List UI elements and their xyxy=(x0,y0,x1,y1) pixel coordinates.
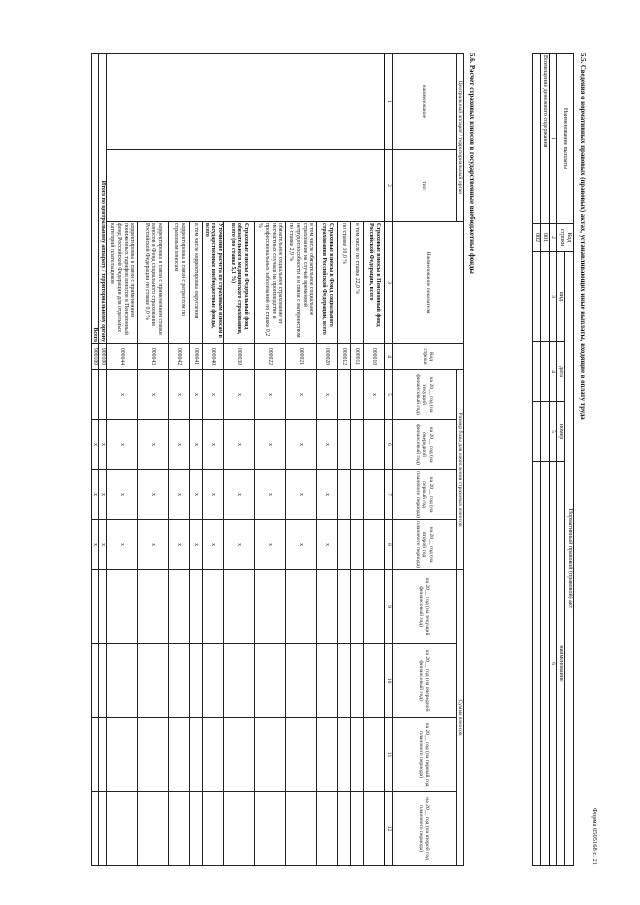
payment-name-cell[interactable] xyxy=(532,54,541,224)
sum-cell[interactable] xyxy=(107,792,138,866)
indicator-name-cell: корректировка в связи с применением пониженных тарифов взносов в Пенсионный фонд Российской Федерации для отдельных категорий плательщиков xyxy=(107,222,138,344)
base-cell[interactable]: x xyxy=(138,370,169,420)
indicator-name-cell: Страховые взносы в Федеральный фонд обязательного медицинского страхования, всего (по ставке 5,1 %) xyxy=(224,222,255,344)
payment-name-cell: Возмещение денежного содержания xyxy=(541,54,550,224)
x-mark: x xyxy=(91,520,99,570)
base-cell[interactable]: x xyxy=(203,420,224,470)
sum-cell[interactable] xyxy=(169,718,190,792)
col-number: 5 xyxy=(549,402,556,462)
base-cell[interactable] xyxy=(338,420,351,470)
sum-cell[interactable] xyxy=(190,570,203,644)
sum-cell[interactable] xyxy=(338,792,351,866)
table-cell[interactable] xyxy=(99,792,107,866)
header-act-date: дата xyxy=(557,342,566,402)
header-sum-plan1: на 20__ год (на первый год планового периода) xyxy=(392,718,456,792)
base-cell[interactable]: x xyxy=(190,420,203,470)
col-number: 1 xyxy=(549,54,556,224)
base-cell[interactable] xyxy=(351,370,364,420)
header-indicator: Наименование показателя xyxy=(392,222,463,344)
base-cell[interactable]: x xyxy=(169,370,190,420)
acts-table xyxy=(532,53,574,866)
table-cell[interactable] xyxy=(91,718,99,792)
indicator-name-cell: Страховые взносы в Фонд социального страхования Российской Федерации, всего xyxy=(317,222,338,344)
table-cell[interactable] xyxy=(91,370,99,420)
base-cell[interactable]: x xyxy=(255,370,286,420)
sum-cell[interactable] xyxy=(138,718,169,792)
sum-cell[interactable] xyxy=(255,644,286,718)
indicator-name-cell: обязательное социальное страхование от несчастных случаев на производстве и профессиональных заболеваний по ставке 0,2 % xyxy=(255,222,286,344)
org-type-cell[interactable] xyxy=(107,150,385,222)
header-year-plan1: на 20__ год (на первый год планового периода) xyxy=(392,470,456,520)
sum-cell[interactable] xyxy=(224,792,255,866)
table-cell[interactable] xyxy=(91,792,99,866)
header-org: Центральный аппарат / территориальный орган xyxy=(456,54,463,222)
base-cell[interactable]: x xyxy=(203,470,224,520)
contribution-rows xyxy=(107,54,385,866)
base-cell[interactable]: x xyxy=(364,370,385,420)
base-cell[interactable]: x xyxy=(169,420,190,470)
sum-cell[interactable] xyxy=(169,570,190,644)
col-number: 2 xyxy=(549,224,556,252)
sum-cell[interactable] xyxy=(351,792,364,866)
header-year-next: на 20__ год (на очередной финансовый год) xyxy=(392,420,456,470)
col-number: 1 xyxy=(385,54,392,150)
line-code-cell: 001 xyxy=(541,224,550,252)
line-code-cell: 002 xyxy=(532,224,541,252)
sum-cell[interactable] xyxy=(255,792,286,866)
col-number: 12 xyxy=(385,792,392,866)
table-cell[interactable] xyxy=(532,402,541,462)
base-cell[interactable]: x xyxy=(286,370,317,420)
header-sum-plan2: на 20__ год (на второй год планового периода) xyxy=(392,792,456,866)
section-5-5-title: 5.5. Сведения о нормативных правовых (правовых) актах, устанавливающих иные выплаты, входящие в оплату труда xyxy=(579,53,586,420)
indicator-name-cell: Страховые взносы в Пенсионный фонд Российской Федерации, всего xyxy=(364,222,385,344)
sum-cell[interactable] xyxy=(338,644,351,718)
col-number: 6 xyxy=(549,462,556,866)
line-code-cell: 000021 xyxy=(286,344,317,370)
table-cell[interactable] xyxy=(532,342,541,402)
base-cell[interactable]: x xyxy=(286,520,317,570)
base-cell[interactable]: x xyxy=(317,520,338,570)
col-number: 3 xyxy=(549,252,556,342)
line-code-cell: 000044 xyxy=(107,344,138,370)
header-payment-name: Наименование выплаты xyxy=(557,54,574,224)
table-cell[interactable] xyxy=(99,370,107,420)
header-base: Размер базы для начисления страховых взносов xyxy=(456,370,463,570)
base-cell[interactable]: x xyxy=(203,370,224,420)
sum-cell[interactable] xyxy=(138,792,169,866)
sum-cell[interactable] xyxy=(190,792,203,866)
base-cell[interactable]: x xyxy=(190,520,203,570)
col-number: 10 xyxy=(385,644,392,718)
base-cell[interactable]: x xyxy=(169,470,190,520)
sum-cell[interactable] xyxy=(203,570,224,644)
base-cell[interactable]: x xyxy=(255,420,286,470)
base-cell[interactable] xyxy=(338,520,351,570)
base-cell[interactable] xyxy=(351,470,364,520)
sum-cell[interactable] xyxy=(190,718,203,792)
x-mark: x xyxy=(91,420,99,470)
sum-cell[interactable] xyxy=(203,792,224,866)
table-cell[interactable] xyxy=(532,252,541,342)
sum-cell[interactable] xyxy=(169,644,190,718)
base-cell[interactable] xyxy=(338,470,351,520)
base-cell[interactable]: x xyxy=(190,470,203,520)
base-cell[interactable] xyxy=(338,370,351,420)
base-cell[interactable]: x xyxy=(255,520,286,570)
sum-cell[interactable] xyxy=(138,644,169,718)
line-code-cell: 000040 xyxy=(203,344,224,370)
base-cell[interactable]: x xyxy=(224,420,255,470)
line-code-cell: 000043 xyxy=(138,344,169,370)
sum-cell[interactable] xyxy=(338,570,351,644)
sum-cell[interactable] xyxy=(107,644,138,718)
sum-cell[interactable] xyxy=(255,718,286,792)
base-cell[interactable]: x xyxy=(107,470,138,520)
line-code-cell: 000010 xyxy=(364,344,385,370)
indicator-name-cell: Уточнение расчета по страховым взносам в государственные внебюджетные фонды, всего xyxy=(203,222,224,344)
header-line-code: Код строки xyxy=(392,344,463,370)
sum-cell[interactable] xyxy=(107,570,138,644)
header-act-title: наименование xyxy=(557,462,566,866)
x-mark: x xyxy=(99,520,107,570)
x-mark: x xyxy=(99,470,107,520)
indicator-name-cell: по ставке 10,0 % xyxy=(338,222,351,344)
base-cell[interactable]: x xyxy=(138,520,169,570)
sum-cell[interactable] xyxy=(364,644,385,718)
sum-cell[interactable] xyxy=(255,570,286,644)
base-cell[interactable]: x xyxy=(203,520,224,570)
col-number: 5 xyxy=(385,370,392,420)
base-cell[interactable]: x xyxy=(138,420,169,470)
table-cell[interactable] xyxy=(541,252,550,342)
sum-cell[interactable] xyxy=(203,718,224,792)
table-cell[interactable] xyxy=(532,462,541,866)
header-act-number: номер xyxy=(557,402,566,462)
line-code-cell: 900100 xyxy=(99,344,107,370)
table-cell[interactable] xyxy=(91,570,99,644)
header-sum-next: на 20__ год (на очередной финансовый год) xyxy=(392,644,456,718)
sum-cell[interactable] xyxy=(317,644,338,718)
x-mark: x xyxy=(91,470,99,520)
sum-cell[interactable] xyxy=(286,718,317,792)
sum-cell[interactable] xyxy=(351,570,364,644)
line-code-cell: 000011 xyxy=(351,344,364,370)
sum-cell[interactable] xyxy=(317,792,338,866)
total-central-label: Итого по центральному аппарату / территориальному органу xyxy=(99,54,107,344)
base-cell[interactable]: x xyxy=(224,470,255,520)
col-number: 4 xyxy=(385,344,392,370)
sum-cell[interactable] xyxy=(224,570,255,644)
base-cell[interactable] xyxy=(351,520,364,570)
insurance-contributions-table xyxy=(91,53,464,866)
sum-cell[interactable] xyxy=(138,570,169,644)
line-code-cell: 900100 xyxy=(91,344,99,370)
base-cell[interactable]: x xyxy=(107,370,138,420)
base-cell[interactable]: x xyxy=(317,370,338,420)
table-cell[interactable] xyxy=(91,644,99,718)
table-cell[interactable] xyxy=(541,462,550,866)
grand-total-label: Всего xyxy=(91,54,99,344)
table-cell[interactable] xyxy=(99,718,107,792)
section-5-6-title: 5.6. Расчет страховых взносов в государственные внебюджетные фонды xyxy=(468,53,475,274)
base-cell[interactable]: x xyxy=(286,420,317,470)
sum-cell[interactable] xyxy=(286,792,317,866)
header-year-current: на 20__ год (на текущий финансовый год) xyxy=(392,370,456,420)
header-legal-act: Нормативный правовой (правовой) акт xyxy=(565,252,574,866)
indicator-name-cell: в том числе корректировка округления xyxy=(190,222,203,344)
header-sum: Сумма взносов xyxy=(456,570,463,866)
base-cell[interactable]: x xyxy=(286,470,317,520)
sum-cell[interactable] xyxy=(317,718,338,792)
indicator-name-cell: в том числе обязательное социальное страхование на случай временной нетрудоспособности и в связи с материнством по ставке 2,9 % xyxy=(286,222,317,344)
base-cell[interactable] xyxy=(364,520,385,570)
header-org-type: тип xyxy=(392,150,456,222)
col-number: 7 xyxy=(385,470,392,520)
base-cell[interactable]: x xyxy=(190,370,203,420)
sum-cell[interactable] xyxy=(286,644,317,718)
col-number: 3 xyxy=(385,222,392,344)
sum-cell[interactable] xyxy=(351,718,364,792)
sum-cell[interactable] xyxy=(364,792,385,866)
sum-cell[interactable] xyxy=(224,718,255,792)
table-cell[interactable] xyxy=(99,570,107,644)
base-cell[interactable]: x xyxy=(317,470,338,520)
line-code-cell: 000012 xyxy=(338,344,351,370)
rotated-form-sheet xyxy=(40,45,600,865)
base-cell[interactable]: x xyxy=(224,370,255,420)
col-number: 4 xyxy=(549,342,556,402)
header-act-type: вид xyxy=(557,252,566,342)
sum-cell[interactable] xyxy=(190,644,203,718)
form-reference: Форма 0505168 с. 21 xyxy=(591,807,598,865)
table-cell[interactable] xyxy=(541,342,550,402)
indicator-name-cell: корректировка в связи с регрессом по страховым взносам xyxy=(169,222,190,344)
indicator-name-cell: в том числе по ставке 22,0 % xyxy=(351,222,364,344)
header-year-plan2: на 20__ год (на второй год планового периода) xyxy=(392,520,456,570)
org-name-cell[interactable] xyxy=(107,54,385,150)
x-mark: x xyxy=(99,420,107,470)
header-line-code: Код строки xyxy=(557,224,574,252)
sum-cell[interactable] xyxy=(203,644,224,718)
base-cell[interactable] xyxy=(351,420,364,470)
base-cell[interactable] xyxy=(364,420,385,470)
base-cell[interactable]: x xyxy=(224,520,255,570)
base-cell[interactable]: x xyxy=(107,520,138,570)
sum-cell[interactable] xyxy=(107,718,138,792)
sum-cell[interactable] xyxy=(286,570,317,644)
base-cell[interactable]: x xyxy=(317,420,338,470)
col-number: 11 xyxy=(385,718,392,792)
sum-cell[interactable] xyxy=(364,718,385,792)
sum-cell[interactable] xyxy=(224,644,255,718)
sum-cell[interactable] xyxy=(169,792,190,866)
line-code-cell: 000042 xyxy=(169,344,190,370)
table-cell[interactable] xyxy=(541,402,550,462)
base-cell[interactable] xyxy=(364,470,385,520)
base-cell[interactable]: x xyxy=(255,470,286,520)
sum-cell[interactable] xyxy=(338,718,351,792)
line-code-cell: 000020 xyxy=(317,344,338,370)
col-number: 8 xyxy=(385,520,392,570)
base-cell[interactable]: x xyxy=(138,470,169,520)
base-cell[interactable]: x xyxy=(107,420,138,470)
line-code-cell: 000041 xyxy=(190,344,203,370)
col-number: 2 xyxy=(385,150,392,222)
line-code-cell: 000022 xyxy=(255,344,286,370)
sum-cell[interactable] xyxy=(317,570,338,644)
sum-cell[interactable] xyxy=(351,644,364,718)
col-number: 9 xyxy=(385,570,392,644)
table-cell[interactable] xyxy=(99,644,107,718)
header-sum-current: на 20__ год (на текущий финансовый год) xyxy=(392,570,456,644)
base-cell[interactable]: x xyxy=(169,520,190,570)
header-org-name: наименование xyxy=(392,54,456,150)
sum-cell[interactable] xyxy=(364,570,385,644)
col-number: 6 xyxy=(385,420,392,470)
line-code-cell: 000030 xyxy=(224,344,255,370)
indicator-name-cell: корректировка в связи с применением ставки взносов в Фонд социального страхования Российской Федерации по ставке 0,0 % xyxy=(138,222,169,344)
